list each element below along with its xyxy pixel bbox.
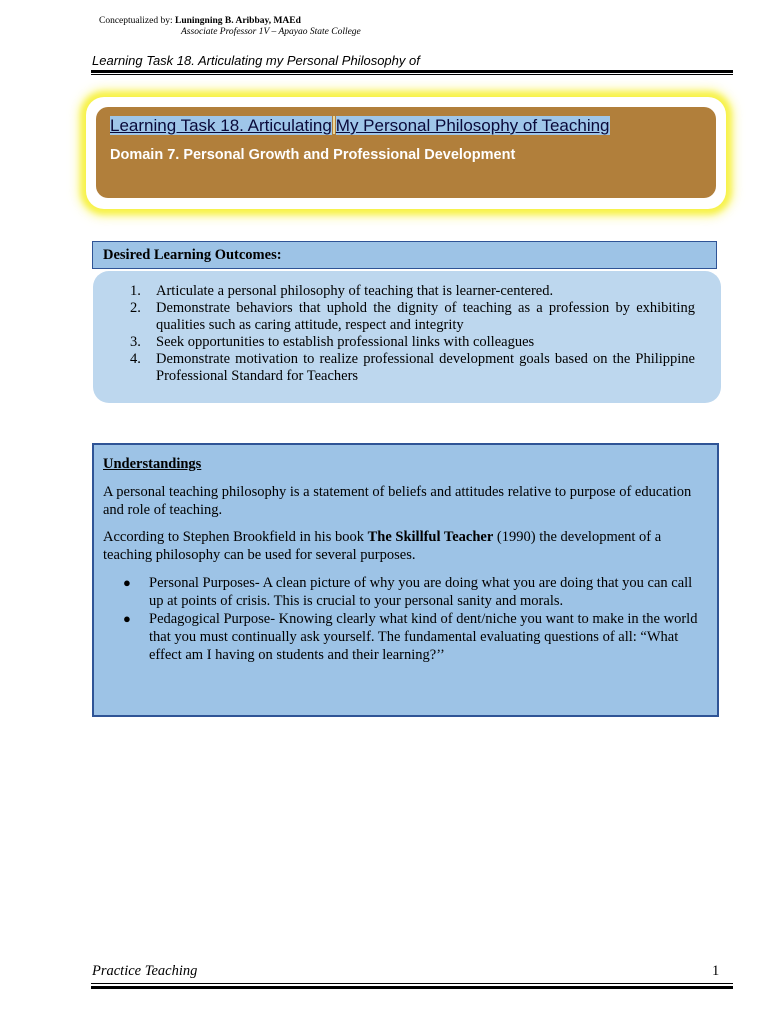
outcome-item [130,283,695,300]
outcomes-list [130,283,695,385]
footer-rule-thin [91,983,733,984]
purpose-text: Personal Purposes- A clean picture of why you are doing what you are doing that you can call up at points of crisis. This is crucial to your personal sanity and morals. [149,575,693,609]
title-box [96,107,716,198]
task-title-part1: Learning Task 18. Articulating [110,116,332,135]
page-number: 1 [712,963,720,979]
book-title: The Skillful Teacher [367,529,494,545]
outcome-number: 4. [130,351,141,367]
outcomes-heading-box [92,241,717,269]
outcome-text: Articulate a personal philosophy of teaching that is learner-centered. [156,283,554,299]
purpose-text: Pedagogical Purpose- Knowing clearly what kind of dent/niche you want to make in the world that you must continually ask yourself. The fundamental evaluating questions of all: “What effect am I having on students and their learning?’’ [149,611,698,663]
outcome-number: 2. [130,300,141,316]
purpose-item [103,610,698,664]
text-cursor [333,116,335,134]
outcomes-heading: Desired Learning Outcomes: [103,247,282,263]
header-rule [91,70,733,73]
task-title [110,116,610,136]
outcome-text: Seek opportunities to establish professional links with colleagues [156,334,535,350]
outcome-item [130,334,695,351]
purpose-item [103,574,698,610]
bullet-icon: ● [123,611,131,626]
credit-prefix: Conceptualized by: [99,16,173,26]
header-rule-thin [91,74,733,75]
running-head: Learning Task 18. Articulating my Personal Philosophy of [92,53,420,68]
understandings-heading: Understandings [103,456,202,472]
para-text: According to Stephen Brookfield in his book [103,529,368,545]
task-title-part2: My Personal Philosophy of Teaching [335,116,610,135]
footer-title: Practice Teaching [92,963,198,979]
outcomes-list-box [93,271,721,403]
outcome-item [130,351,695,385]
outcome-number: 1. [130,283,141,299]
outcome-number: 3. [130,334,141,350]
understandings-paragraph: A personal teaching philosophy is a statement of beliefs and attitudes relative to purpose of education and role of teaching. [103,484,692,518]
brookfield-paragraph [103,528,703,564]
understandings-box [92,443,719,717]
outcome-text: Demonstrate motivation to realize professional development goals based on the Philippine Professional Standard for Teachers [156,351,695,384]
footer-rule [91,986,733,989]
bullet-icon: ● [123,575,131,590]
outcome-item [130,300,695,334]
author-name: Luningning B. Aribbay, MAEd [174,16,301,26]
purposes-list [103,574,698,664]
header-credit [99,16,361,38]
author-role: Associate Professor 1V – Apayao State College [181,27,361,37]
para-text: (1990) the development of a teaching philosophy can be used for several purposes. [103,529,662,563]
outcome-text: Demonstrate behaviors that uphold the dignity of teaching as a profession by exhibiting qualities such as caring attitude, respect and integrity [156,300,695,333]
domain-subtitle: Domain 7. Personal Growth and Professional Development [110,147,516,163]
